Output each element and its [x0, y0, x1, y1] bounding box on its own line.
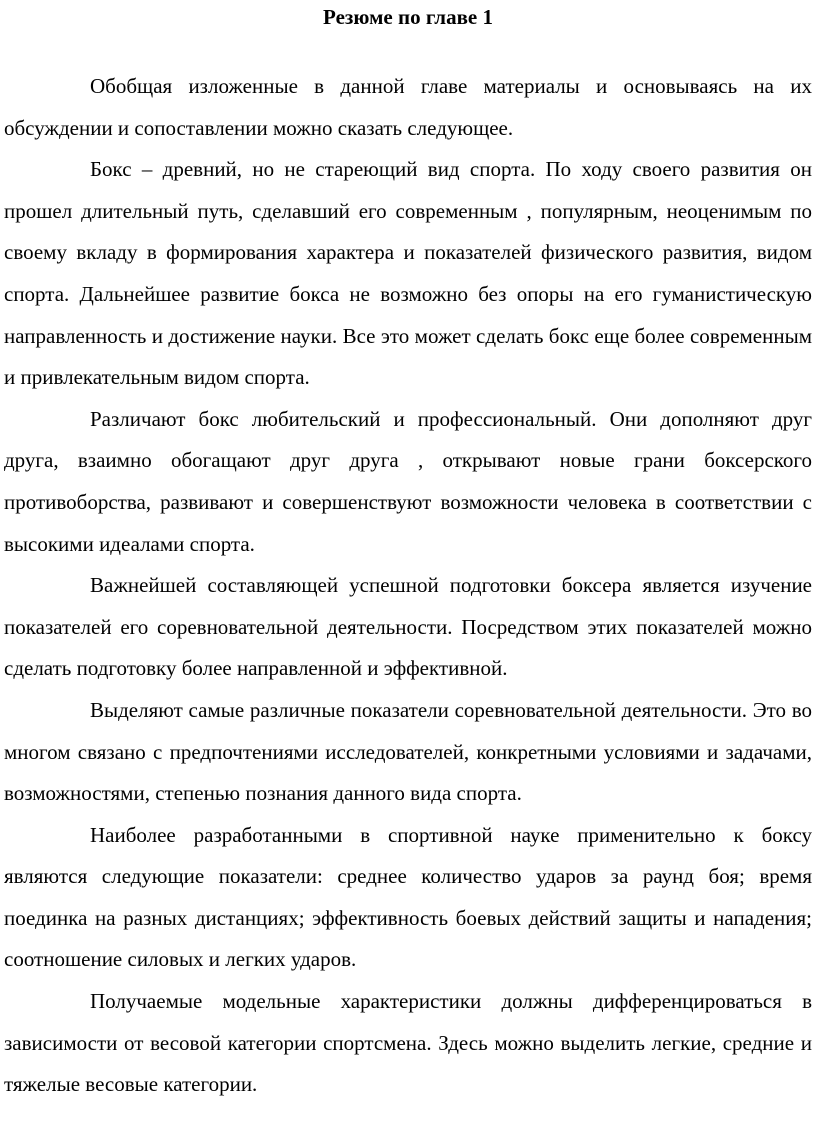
- paragraph-developed-indicators: Наиболее разработанными в спортивной науке применительно к боксу являются следующие показатели: среднее количество ударов за раунд боя; время поединка на разных дистанциях; эффективность боевых действий защиты и нападения; соотношение силовых и легких ударов.: [4, 822, 812, 972]
- paragraph-amateur-professional: Различают бокс любительский и профессиональный. Они дополняют друг друга, взаимно обогащают друг друга , открывают новые грани боксерского противоборства, развивают и совершенствуют возможности человека в соответствии с высокими идеалами спорта.: [4, 406, 812, 556]
- paragraph-weight-categories: Получаемые модельные характеристики должны дифференцироваться в зависимости от весовой категории спортсмена. Здесь можно выделить легкие, средние и тяжелые весовые категории.: [4, 989, 812, 1097]
- paragraph-intro: Обобщая изложенные в данной главе материалы и основываясь на их обсуждении и сопоставлении можно сказать следующее.: [4, 74, 812, 140]
- paragraph-boxing-history: Бокс – древний, но не стареющий вид спорта. По ходу своего развития он прошел длительный путь, сделавший его современным , популярным, неоценимым по своему вкладу в формирования характера и показателей физического развития, видом спорта. Дальнейшее развитие бокса не возможно без опоры на его гуманистическую направленность и достижение науки. Все это может сделать бокс еще более современным и привлекательным видом спорта.: [4, 157, 812, 390]
- paragraph-competitive-indicators: Важнейшей составляющей успешной подготовки боксера является изучение показателей его соревновательной деятельности. Посредством этих показателей можно сделать подготовку более направленной и эффективной.: [4, 573, 812, 681]
- chapter-summary-title: Резюме по главе 1: [323, 5, 493, 29]
- paragraph-indicator-variety: Выделяют самые различные показатели соревновательной деятельности. Это во многом связано с предпочтениями исследователей, конкретными условиями и задачами, возможностями, степенью познания данного вида спорта.: [4, 697, 812, 806]
